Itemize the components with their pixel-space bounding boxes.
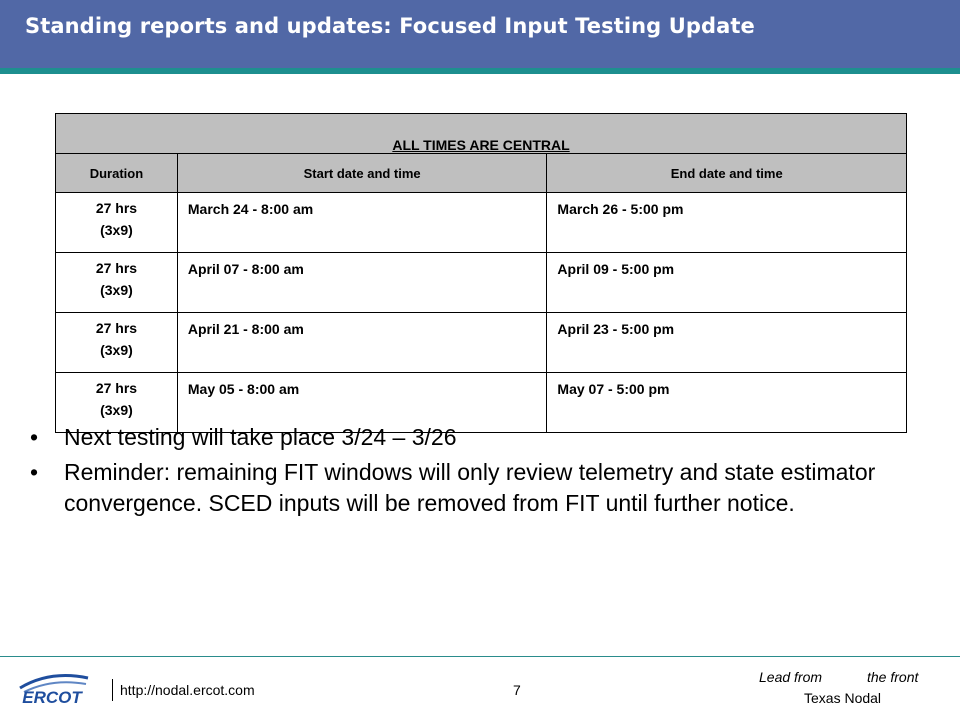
column-header-end: End date and time — [547, 154, 907, 193]
duration-detail: (3x9) — [100, 222, 133, 238]
duration-hours: 27 hrs — [95, 200, 138, 216]
end-cell: April 23 - 5:00 pm — [547, 313, 907, 373]
duration-detail: (3x9) — [100, 342, 133, 358]
schedule-table — [55, 113, 907, 433]
duration-hours: 27 hrs — [95, 380, 138, 396]
end-cell: March 26 - 5:00 pm — [547, 193, 907, 253]
table-header-row — [56, 154, 907, 193]
slide-title: Standing reports and updates: Focused Input Testing Update — [25, 14, 755, 38]
start-cell: April 21 - 8:00 am — [177, 313, 547, 373]
table-row — [56, 193, 907, 253]
duration-cell — [56, 193, 178, 253]
footer-url-link[interactable]: http://nodal.ercot.com — [120, 682, 255, 698]
title-bar — [0, 0, 960, 68]
ercot-logo — [14, 666, 94, 710]
footer-tagline-start: Lead from — [759, 669, 823, 685]
footer-divider — [0, 656, 960, 657]
bullet-item — [30, 457, 910, 519]
start-cell: May 05 - 8:00 am — [177, 373, 547, 433]
duration-hours: 27 hrs — [95, 260, 138, 276]
bullet-list — [30, 422, 910, 523]
bullet-dot: • — [30, 424, 39, 450]
start-cell: March 24 - 8:00 am — [177, 193, 547, 253]
table-row — [56, 313, 907, 373]
footer-separator — [112, 679, 113, 701]
footer-org: Texas Nodal — [804, 690, 882, 706]
duration-detail: (3x9) — [100, 282, 133, 298]
table-title: ALL TIMES ARE CENTRAL — [56, 114, 907, 154]
table-title-row — [56, 114, 907, 154]
duration-cell — [56, 313, 178, 373]
page-number: 7 — [513, 682, 521, 698]
end-cell: April 09 - 5:00 pm — [547, 253, 907, 313]
column-header-start: Start date and time — [177, 154, 547, 193]
duration-hours: 27 hrs — [95, 320, 138, 336]
bullet-text: Next testing will take place 3/24 – 3/26 — [64, 424, 457, 450]
table-row — [56, 253, 907, 313]
end-cell: May 07 - 5:00 pm — [547, 373, 907, 433]
footer-tagline-end: the front — [867, 669, 919, 685]
duration-detail: (3x9) — [100, 402, 133, 418]
bullet-item — [30, 422, 910, 453]
duration-cell — [56, 253, 178, 313]
bullet-dot: • — [30, 459, 39, 485]
title-bar-stripe — [0, 68, 960, 74]
bullet-text: Reminder: remaining FIT windows will only review telemetry and state estimator convergence. SCED inputs will be removed from FIT until further notice. — [64, 459, 876, 516]
logo-text: ERCOT — [22, 688, 82, 707]
column-header-duration: Duration — [56, 154, 178, 193]
start-cell: April 07 - 8:00 am — [177, 253, 547, 313]
